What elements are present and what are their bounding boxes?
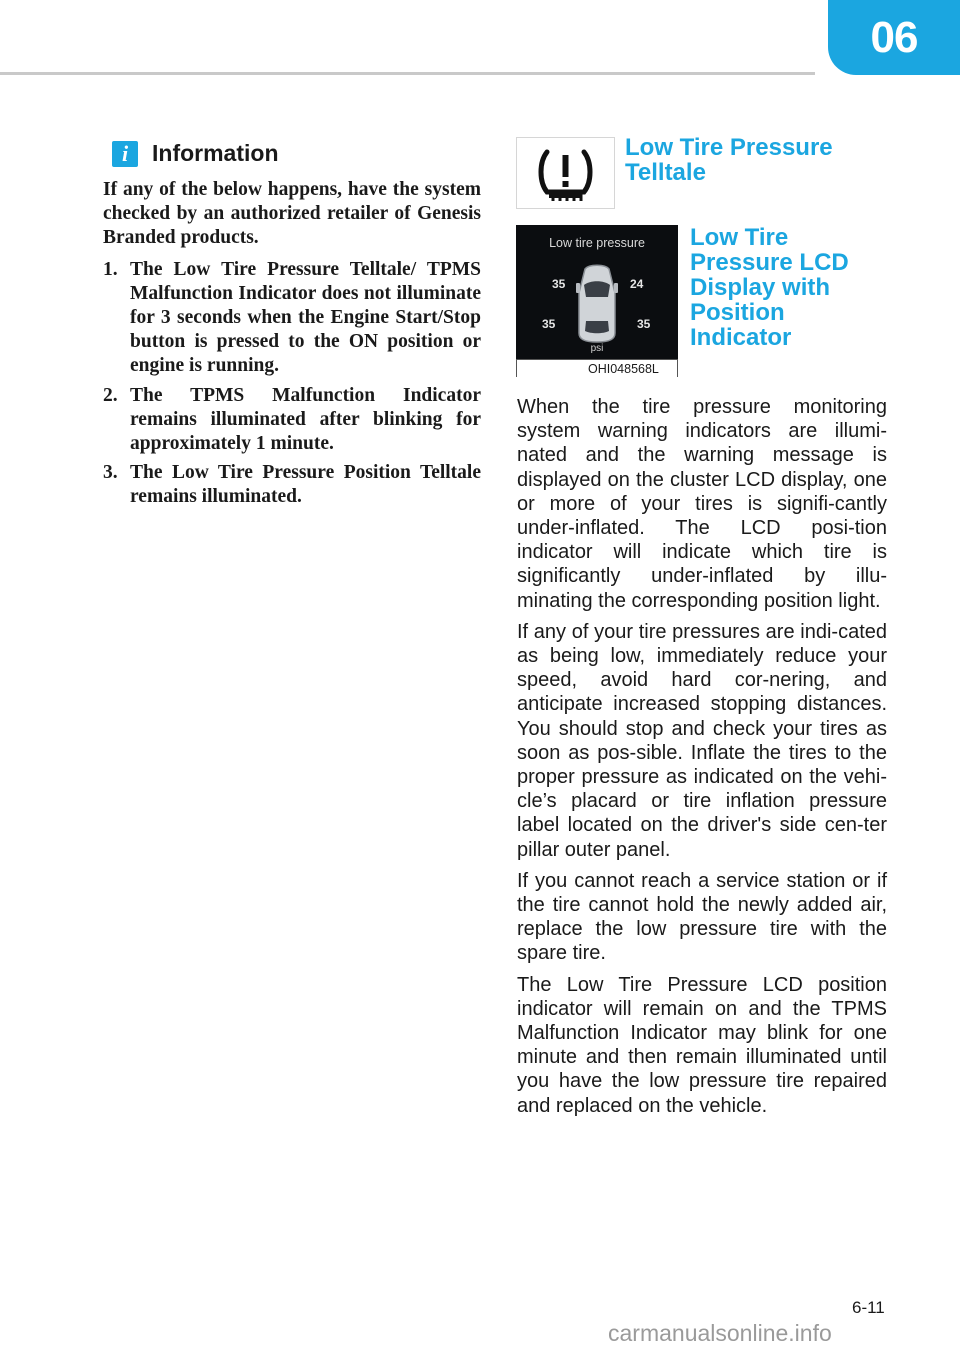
lcd-front-left-value: 35 bbox=[552, 277, 566, 291]
list-item bbox=[103, 461, 481, 509]
image-code: OHI048568L bbox=[588, 362, 659, 376]
header-rule bbox=[0, 72, 815, 75]
info-icon: i bbox=[112, 141, 138, 167]
information-body bbox=[103, 178, 481, 515]
list-item-text: The Low Tire Pressure Telltale/ TPMS Malfunction Indicator does not illuminate for 3 seconds when the Engine Start/Stop button is pressed to the ON position or engine is running. bbox=[130, 258, 481, 377]
list-item-number: 1. bbox=[103, 258, 118, 280]
list-item-text: The Low Tire Pressure Position Telltale remains illuminated. bbox=[130, 462, 481, 508]
lcd-title-line: Display with bbox=[690, 274, 831, 301]
lcd-unit-label: psi bbox=[590, 343, 604, 354]
image-caption-rule-right bbox=[677, 359, 678, 377]
list-item-number: 2. bbox=[103, 384, 118, 406]
telltale-title-line: Telltale bbox=[625, 159, 706, 186]
information-title: Information bbox=[152, 140, 279, 166]
car-top-view-icon bbox=[575, 263, 619, 343]
information-list bbox=[103, 258, 481, 510]
lcd-title-line: Indicator bbox=[690, 324, 792, 351]
chapter-tab: 06 bbox=[828, 0, 960, 75]
image-caption-rule-left bbox=[516, 359, 517, 377]
body-text bbox=[517, 395, 887, 1125]
information-intro: If any of the below happens, have the system checked by an authorized retailer of Genesis Branded products. bbox=[103, 179, 481, 249]
image-caption-rule bbox=[516, 359, 678, 360]
body-paragraph: If any of your tire pressures are indi-cated as being low, immediately reduce your speed, avoid hard cor-nering, and anticipate increased stopping distances. You should stop and check your tires as soon as pos-sible. Inflate the tires to the proper pressure as indicated on the vehi-cle’s placard or tire inflation pressure label located on the driver's side cen-ter pillar outer panel. bbox=[517, 620, 887, 861]
information-header bbox=[112, 140, 279, 167]
watermark-link[interactable]: carmanualsonline.info bbox=[608, 1320, 832, 1346]
list-item-number: 3. bbox=[103, 462, 118, 484]
lcd-title-line: Pressure LCD bbox=[690, 249, 849, 276]
list-item bbox=[103, 384, 481, 457]
lcd-rear-left-value: 35 bbox=[542, 317, 556, 331]
lcd-display-image bbox=[516, 225, 678, 359]
tire-pressure-warning-icon bbox=[517, 138, 614, 208]
list-item bbox=[103, 258, 481, 379]
lcd-title-line: Position bbox=[690, 299, 785, 326]
telltale-title bbox=[625, 135, 833, 185]
body-paragraph: If you cannot reach a service station or if the tire cannot hold the newly added air, replace the low pressure tire with the spare tire. bbox=[517, 869, 887, 965]
lcd-section-title bbox=[690, 225, 849, 350]
list-item-text: The TPMS Malfunction Indicator remains illuminated after blinking for approximately 1 minute. bbox=[130, 384, 481, 455]
telltale-title-line: Low Tire Pressure bbox=[625, 134, 833, 161]
lcd-front-right-value: 24 bbox=[630, 277, 644, 291]
page-number: 6-11 bbox=[852, 1298, 885, 1317]
body-paragraph: When the tire pressure monitoring system warning indicators are illumi-nated and the warning message is displayed on the cluster LCD display, one or more of your tires is signifi-cantly under-inflated. The LCD posi-tion indicator will indicate which tire is significantly under-inflated by illu-minating the corresponding position light. bbox=[517, 396, 887, 612]
body-paragraph: The Low Tire Pressure LCD position indicator will remain on and the TPMS Malfunction Indicator may blink for one minute and then remain illuminated until you have the low pressure tire repaired and replaced on the vehicle. bbox=[517, 973, 887, 1117]
lcd-title-line: Low Tire bbox=[690, 224, 789, 251]
lcd-rear-right-value: 35 bbox=[637, 317, 651, 331]
telltale-image bbox=[516, 137, 615, 209]
lcd-screen-title: Low tire pressure bbox=[549, 236, 645, 250]
